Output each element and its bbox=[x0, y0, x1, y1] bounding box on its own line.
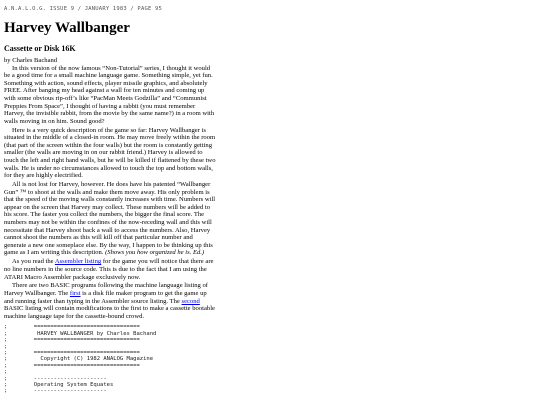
assembler-text-after: for the game you will notice that there are no line numbers in the source code. This is due to the fact that I am using the ATARI Macro Assembler package exclusively now. bbox=[4, 258, 214, 281]
code-line: ; Copyright (C) 1982 ANALOG Magazine bbox=[4, 356, 154, 363]
code-line: ; HARVEY WALLBANGER by Charles Bachand bbox=[4, 330, 157, 337]
second-listing-link[interactable]: second bbox=[181, 297, 200, 305]
code-line: ; ================================ bbox=[4, 324, 140, 331]
first-listing-link[interactable]: first bbox=[69, 290, 81, 297]
paragraph-intro: In this version of the now famous “Non-Tutorial” series, I thought it would be a good time for a small machine language game. Something simple, yet fun. Something with action, sound effects, player missile graphics, and absolutely FREE. After banging my head against a wall for ten minutes and coming up with some obvious rip-off’s like “PacMan Meets Godzilla” and “Communist Preppies From Space”, I thought of having a rabbit (you must remember Harvey, the invisible rabbit, from the movie by the same name?) in a room with walls moving in on him. Sound good? bbox=[4, 64, 215, 125]
issue-header: A.N.A.L.O.G. ISSUE 9 / JANUARY 1983 / PAGE 95 bbox=[4, 6, 163, 12]
paragraph-basic bbox=[4, 282, 216, 320]
assembler-text-before: As you read the bbox=[12, 258, 55, 266]
source-code-listing bbox=[4, 324, 514, 394]
code-line: ; bbox=[4, 343, 8, 350]
code-line: ; ---------------------- bbox=[4, 388, 107, 395]
gameplay-text: All is not lost for Harvey, however. He does have his patented “Wallbanger Gun” ™ to shoot at the walls and make them move away. His only problem is that the speed of the moving walls constantly increases with time. Numbers will appear on the screen that Harvey may collect. These numbers will be added to his score. The faster you collect the numbers, the bigger the final score. The numbers may not be within the confines of the now-receding wall and this will necessitate that Harvey shoot back a wall to access the numbers. Also, Harvey cannot shoot the numbers as this will kill off that particular number and generate a new one someplace else. By the way, I happen to be thinking up this game as I am writing this description. bbox=[4, 181, 216, 257]
basic-text-b: is a disk file maker program to get the game up and running faster than typing in the Assembler source listing. The bbox=[4, 290, 207, 305]
basic-text-c: BASIC listing will contain modifications to the first to make a cassette bootable machine language tape for the cassette-bound crowd. bbox=[4, 305, 215, 320]
code-line: ; ================================ bbox=[4, 350, 140, 356]
code-line: ; ---------------------- bbox=[4, 375, 107, 382]
assembler-listing-link[interactable]: Assembler listing bbox=[54, 258, 102, 266]
article-byline: by Charles Bachand bbox=[4, 57, 58, 64]
article-title: Harvey Wallbanger bbox=[4, 20, 130, 36]
paragraph-assembler bbox=[4, 258, 216, 281]
article-body bbox=[4, 65, 216, 321]
article-page bbox=[4, 0, 514, 395]
basic-text-a: There are two BASIC programs following the machine language listing of Harvey Wallbanger. The bbox=[4, 282, 208, 297]
code-line: ; ================================ bbox=[4, 362, 140, 369]
paragraph-description: Here is a very quick description of the game so far: Harvey Wallbanger is situated in the middle of a closed-in room. He may move freely within the room (that part of the screen within the four walls) but the room is constantly getting smaller (the walls are moving in on our rabbit friend.) Harvey is allowed to touch the left and right hand walls, but he will be killed if flattened by these two walls. He is under no circumstances allowed to touch the top and bottom walls, for they are highly electrified. bbox=[4, 126, 216, 180]
article-subtitle: Cassette or Disk 16K bbox=[4, 44, 76, 53]
code-line: ; Operating System Equates bbox=[4, 382, 114, 389]
code-line: ; bbox=[4, 369, 8, 376]
code-line: ; ================================ bbox=[4, 337, 140, 344]
paragraph-gameplay bbox=[4, 181, 216, 257]
editor-note: (Shows you how organized he is. Ed.) bbox=[105, 249, 205, 257]
